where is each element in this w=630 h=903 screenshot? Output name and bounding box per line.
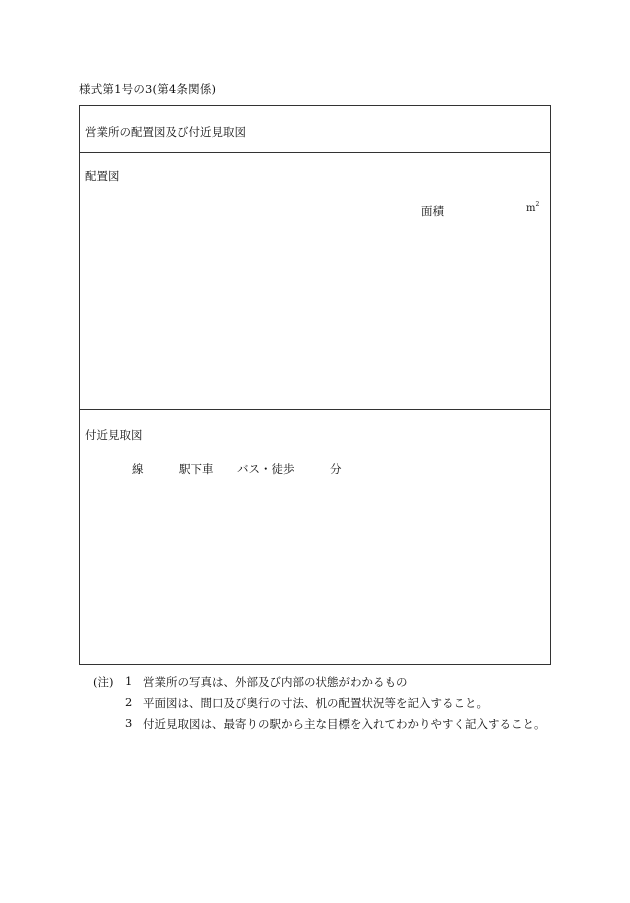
note-text: 営業所の写真は、外部及び内部の状態がわかるもの [143,675,408,689]
railway-line-label: 線 [132,462,144,476]
area-unit-base: m [526,203,536,214]
form-number-label: 様式第1号の3(第4条関係) [79,82,217,96]
note-text: 平面図は、間口及び奥行の寸法、机の配置状況等を記入すること。 [143,696,488,710]
vicinity-map-section [80,410,550,665]
form-title: 営業所の配置図及び付近見取図 [85,125,246,139]
minutes-label: 分 [330,462,342,476]
form-table [79,105,551,665]
note-text: 付近見取図は、最寄りの駅から主な目標を入れてわかりやすく記入すること。 [143,717,546,731]
notes-prefix: (注) [93,675,114,689]
note-number: 1 [125,674,133,688]
note-number: 2 [125,695,133,709]
bus-walk-label: バス・徒歩 [237,462,295,476]
area-unit [526,203,539,214]
station-label: 駅下車 [179,462,214,476]
layout-diagram-heading: 配置図 [85,169,120,183]
title-row [80,106,550,153]
layout-diagram-section [80,153,550,410]
note-number: 3 [125,716,133,730]
area-unit-exponent: 2 [535,201,540,208]
area-label: 面積 [421,204,444,218]
vicinity-map-heading: 付近見取図 [85,428,143,442]
